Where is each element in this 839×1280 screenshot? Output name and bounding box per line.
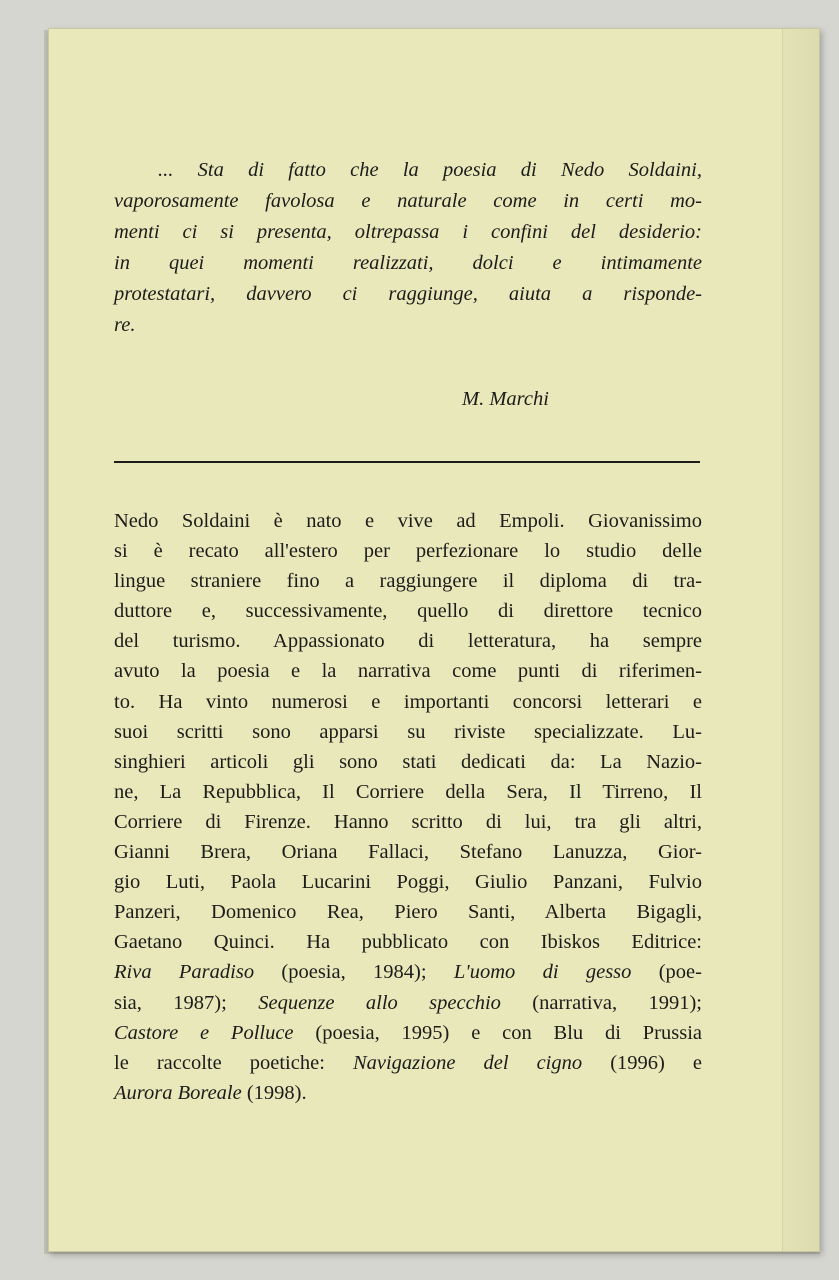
bio-line: singhieri articoli gli sono stati dedicati da: La Nazio-: [114, 750, 702, 773]
divider-rule: [114, 461, 700, 463]
quote-line: in quei momenti realizzati, dolci e intimamente: [114, 252, 702, 274]
bio-line: ne, La Repubblica, Il Corriere della Sera, Il Tirreno, Il: [114, 780, 702, 803]
cover-edge: [782, 29, 819, 1251]
bio-line: to. Ha vinto numerosi e importanti concorsi letterari e: [114, 690, 702, 713]
bio-line: le raccolte poetiche: Navigazione del cigno (1996) e: [114, 1051, 702, 1074]
bio-line: Corriere di Firenze. Hanno scritto di lui, tra gli altri,: [114, 810, 702, 833]
quote-block: [114, 155, 702, 341]
bio-line: Gianni Brera, Oriana Fallaci, Stefano Lanuzza, Gior-: [114, 841, 702, 864]
bio-line: Nedo Soldaini è nato e vive ad Empoli. Giovanissimo: [114, 510, 702, 532]
quote-line: vaporosamente favolosa e naturale come in certi mo-: [114, 190, 702, 212]
book-title: Aurora Boreale: [114, 1081, 242, 1104]
author-biography: [114, 506, 702, 1108]
quote-line: ... Sta di fatto che la poesia di Nedo Soldaini,: [158, 159, 702, 181]
book-title: Navigazione del cigno: [352, 1051, 583, 1074]
bio-line: suoi scritti sono apparsi su riviste specializzate. Lu-: [114, 720, 702, 743]
quote-author: M. Marchi: [462, 388, 549, 410]
book-title: Castore e Polluce: [114, 1021, 294, 1044]
bio-line: Castore e Polluce (poesia, 1995) e con Blu di Prussia: [114, 1021, 703, 1044]
quote-line: protestatari, davvero ci raggiunge, aiuta a risponde-: [114, 283, 702, 305]
bio-line: Panzeri, Domenico Rea, Piero Santi, Alberta Bigagli,: [114, 901, 702, 924]
book-title: L'uomo di gesso: [453, 961, 632, 984]
book-title: Riva Paradiso: [114, 961, 255, 984]
bio-line: avuto la poesia e la narrativa come punti di riferimen-: [114, 660, 702, 683]
bio-line: sia, 1987); Sequenze allo specchio (narrativa, 1991);: [114, 991, 703, 1014]
quote-line: re.: [114, 314, 136, 336]
bio-line: lingue straniere fino a raggiungere il diploma di tra-: [114, 570, 702, 593]
bio-line: Gaetano Quinci. Ha pubblicato con Ibiskos Editrice:: [114, 931, 702, 954]
quote-line: menti ci si presenta, oltrepassa i confini del desiderio:: [114, 221, 702, 243]
bio-line: del turismo. Appassionato di letteratura, ha sempre: [114, 630, 702, 653]
bio-line: si è recato all'estero per perfezionare lo studio delle: [114, 540, 702, 563]
bio-line: duttore e, successivamente, quello di direttore tecnico: [114, 600, 702, 623]
bio-line: gio Luti, Paola Lucarini Poggi, Giulio Panzani, Fulvio: [114, 871, 702, 894]
bio-line: Riva Paradiso (poesia, 1984); L'uomo di gesso (poe-: [114, 961, 702, 984]
bio-line: Aurora Boreale (1998).: [114, 1081, 307, 1104]
book-title: Sequenze allo specchio: [258, 991, 501, 1014]
